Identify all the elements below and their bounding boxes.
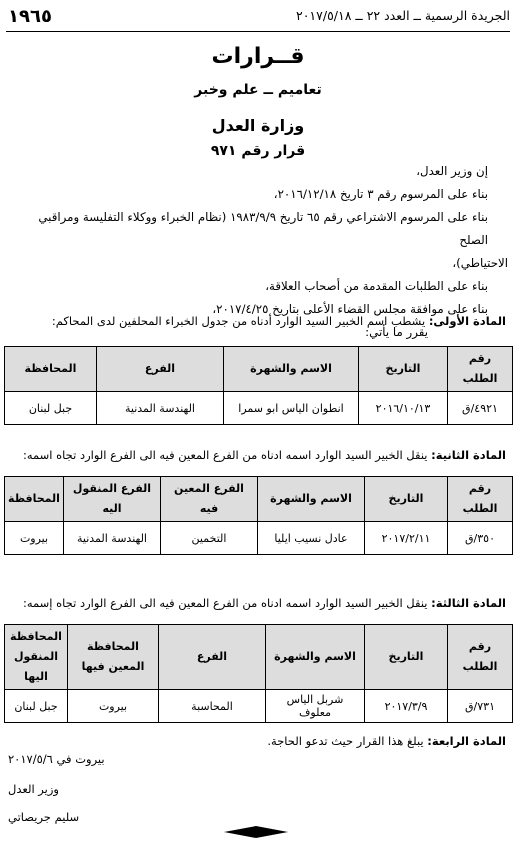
- page-header: [6, 6, 510, 30]
- end-ornament-icon: [224, 826, 288, 838]
- table-cell: جبل لبنان: [5, 690, 68, 723]
- table-cell: ٢٠١٦/١٠/١٣: [359, 392, 448, 425]
- col-header: الفرع: [97, 347, 224, 392]
- table-cell: بيروت: [68, 690, 159, 723]
- article-2-text: ينقل الخبير السيد الوارد اسمه ادناه من الفرع المعين فيه الى الفرع الوارد تجاه اسمه:: [22, 448, 432, 462]
- col-header: التاريخ: [365, 625, 448, 690]
- publication-line: الجريدة الرسمية ــ العدد ٢٢ ــ ٢٠١٧/٥/١٨: [296, 8, 510, 23]
- table-cell: الهندسة المدنية: [64, 522, 161, 555]
- table-row: [5, 392, 513, 425]
- preamble-line: بناء على المرسوم رقم ٣ تاريخ ٢٠١٦/١٢/١٨،: [273, 187, 488, 201]
- table-cell: ٤٩٢١/ق: [448, 392, 513, 425]
- col-header: المحافظة المعين فيها: [68, 625, 159, 690]
- col-header: الاسم والشهرة: [266, 625, 365, 690]
- header-rule: [6, 31, 510, 32]
- preamble-line: إن وزير العدل،: [416, 164, 488, 178]
- article-3-label: المادة الثالثة:: [431, 596, 506, 610]
- table-cell: الهندسة المدنية: [97, 392, 224, 425]
- col-header: المحافظة: [5, 347, 97, 392]
- article-4-label: المادة الرابعة:: [427, 734, 506, 748]
- ministry-title: وزارة العدل: [211, 116, 305, 135]
- article-3: [8, 596, 506, 610]
- preamble-line: يقرر ما يأتي:: [365, 325, 428, 339]
- col-header: الفرع: [159, 625, 266, 690]
- table-cell: ٢٠١٧/٢/١١: [365, 522, 448, 555]
- article-2: [8, 448, 506, 462]
- col-header: الاسم والشهرة: [258, 477, 365, 522]
- article-3-table: [4, 624, 513, 723]
- table-cell: التخمين: [161, 522, 258, 555]
- article-1-text: يشطب اسم الخبير السيد الوارد أدناه من جدول الخبراء المحلفين لدى المحاكم:: [51, 314, 429, 328]
- table-header-row: [5, 347, 513, 392]
- table-cell: بيروت: [5, 522, 64, 555]
- col-header: رقم الطلب: [448, 625, 513, 690]
- col-header: رقم الطلب: [448, 477, 513, 522]
- table-row: [5, 690, 513, 723]
- col-header: الفرع المنقول اليه: [64, 477, 161, 522]
- table-row: [5, 522, 513, 555]
- article-1: [8, 314, 506, 328]
- section-title: قــرارات: [211, 44, 305, 69]
- article-3-text: ينقل الخبير السيد الوارد اسمه ادناه من الفرع المعين فيه الى الفرع الوارد تجاه إسمه:: [22, 596, 432, 610]
- col-header: المحافظة المنقول اليها: [5, 625, 68, 690]
- col-header: التاريخ: [365, 477, 448, 522]
- article-2-label: المادة الثانية:: [431, 448, 506, 462]
- table-cell: جبل لبنان: [5, 392, 97, 425]
- article-2-table: [4, 476, 513, 555]
- table-cell: المحاسبة: [159, 690, 266, 723]
- subsection-title: تعاميم ــ علم وخبر: [194, 82, 322, 98]
- signature-title: وزير العدل: [8, 782, 59, 796]
- table-cell: ٧٣١/ق: [448, 690, 513, 723]
- col-header: الفرع المعين فيه: [161, 477, 258, 522]
- signature-place-date: بيروت في ٢٠١٧/٥/٦: [8, 752, 105, 766]
- article-1-table: [4, 346, 513, 425]
- signature-name: سليم جريصاتي: [8, 810, 80, 824]
- table-header-row: [5, 625, 513, 690]
- decision-title: قرار رقم ٩٧١: [210, 143, 306, 159]
- table-cell: شربل الياس معلوف: [266, 690, 365, 723]
- table-header-row: [5, 477, 513, 522]
- col-header: المحافظة: [5, 477, 64, 522]
- table-cell: ٢٠١٧/٣/٩: [365, 690, 448, 723]
- table-cell: عادل نسيب ايليا: [258, 522, 365, 555]
- preamble-line: بناء على الطلبات المقدمة من أصحاب العلاقة،: [265, 279, 488, 293]
- preamble-line: بناء على المرسوم الاشتراعي رقم ٦٥ تاريخ ١٩٨٣/٩/٩ (نظام الخبراء ووكلاء التفليسة ومراقبي الصلح: [38, 210, 488, 247]
- article-1-label: المادة الأولى:: [428, 314, 506, 328]
- article-4: [8, 734, 506, 748]
- table-cell: انطوان الياس ابو سمرا: [224, 392, 359, 425]
- col-header: الاسم والشهرة: [224, 347, 359, 392]
- table-cell: ٣٥٠/ق: [448, 522, 513, 555]
- article-4-text: يبلغ هذا القرار حيث تدعو الحاجة.: [267, 734, 428, 748]
- col-header: رقم الطلب: [448, 347, 513, 392]
- preamble-line: بناء على موافقة مجلس القضاء الأعلى بتاريخ ٢٠١٧/٤/٢٥،: [212, 302, 488, 316]
- col-header: التاريخ: [359, 347, 448, 392]
- preamble-line: الاحتياطي)،: [452, 256, 508, 270]
- page-number: ١٩٦٥: [8, 6, 52, 27]
